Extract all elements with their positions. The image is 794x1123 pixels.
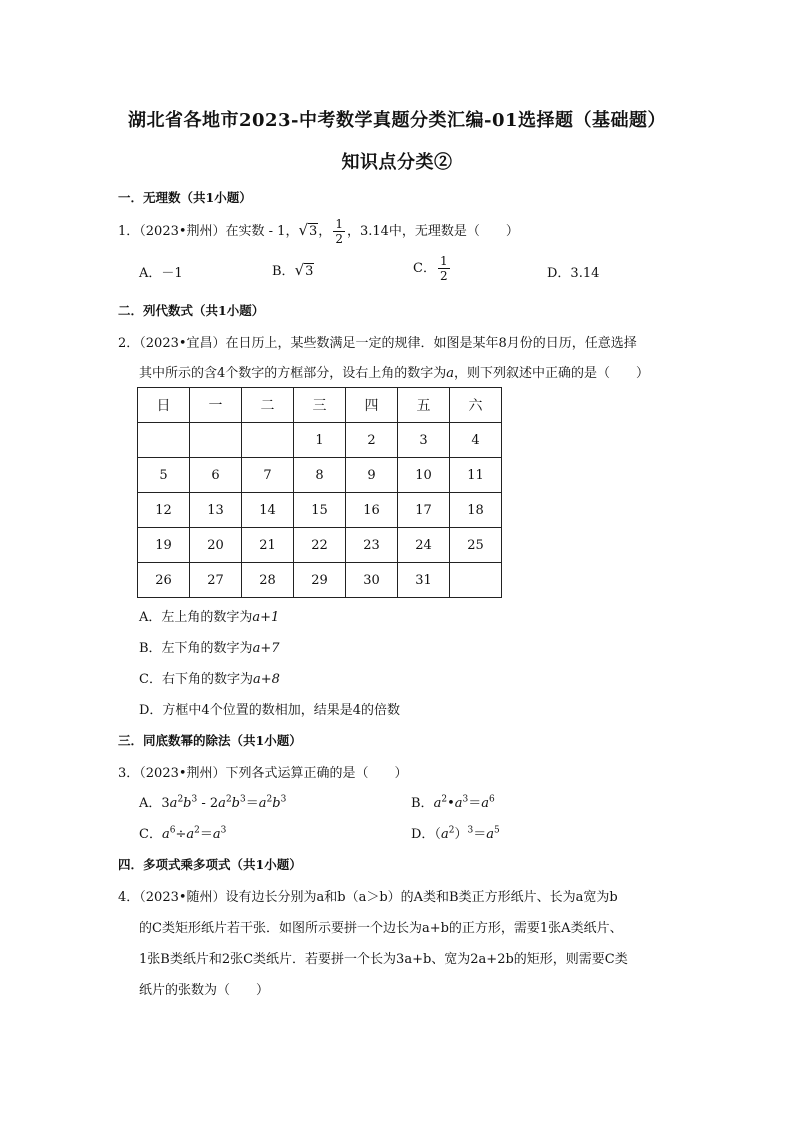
q1-prefix: 1．（2023•荆州）在实数 - 1， (118, 224, 299, 239)
calendar-cell: 7 (242, 458, 294, 493)
calendar-cell (190, 423, 242, 458)
section-heading-4: 四．多项式乘多项式（共1小题） (118, 857, 302, 872)
calendar-cell: 2 (346, 423, 398, 458)
calendar-cell: 8 (294, 458, 346, 493)
calendar-cell: 24 (398, 528, 450, 563)
calendar-cell: 31 (398, 563, 450, 598)
calendar-row (138, 528, 502, 563)
calendar-table (137, 387, 502, 598)
calendar-row (138, 423, 502, 458)
calendar-cell: 3 (398, 423, 450, 458)
calendar-cell: 6 (190, 458, 242, 493)
calendar-cell: 26 (138, 563, 190, 598)
calendar-row (138, 493, 502, 528)
calendar-header-cell: 五 (398, 388, 450, 423)
q3-option-b: B．$a^2•a^3=a^6$ (411, 794, 495, 811)
fraction-half: $\frac{1}{2}$ (335, 217, 343, 246)
q1-option-c: C． $\frac{1}{2}$ (413, 254, 448, 283)
question-4-line-4: 纸片的张数为（ ） (139, 983, 270, 998)
q1-option-b: B．√3 (272, 261, 314, 279)
calendar-cell: 15 (294, 493, 346, 528)
calendar-cell: 22 (294, 528, 346, 563)
calendar-cell: 23 (346, 528, 398, 563)
calendar-cell: 9 (346, 458, 398, 493)
question-3-stem: 3．（2023•荆州）下列各式运算正确的是（ ） (118, 766, 408, 781)
fraction-half: $\frac{1}{2}$ (439, 254, 448, 283)
calendar-cell: 30 (346, 563, 398, 598)
calendar-cell (450, 563, 502, 598)
calendar-cell: 21 (242, 528, 294, 563)
question-4-line-3: 1张B类纸片和2张C类纸片．若要拼一个长为3a+b、宽为2a+2b的矩形，则需要C类 (139, 952, 628, 967)
section-heading-1: 一．无理数（共1小题） (118, 190, 252, 205)
q2-option-a: A．左上角的数字为a+1 (139, 610, 280, 625)
calendar-cell: 13 (190, 493, 242, 528)
calendar-cell: 29 (294, 563, 346, 598)
calendar-header-row (138, 388, 502, 423)
q3-option-a: A．$3a^2b^3 - 2a^2b^3=a^2b^3$ (139, 794, 287, 811)
q3-option-c: C．$a^6\div a^2=a^3$ (139, 825, 227, 842)
question-1-stem: 1．（2023•荆州）在实数 - 1，√3， $\frac{1}{2}$ ，3.14中，无理数是（ ） (118, 217, 519, 246)
q1-suffix: ，3.14中，无理数是（ ） (346, 224, 519, 239)
calendar-cell: 12 (138, 493, 190, 528)
q2-option-d: D．方框中4个位置的数相加，结果是4的倍数 (139, 703, 400, 718)
calendar-cell: 19 (138, 528, 190, 563)
calendar-cell (242, 423, 294, 458)
calendar-cell: 28 (242, 563, 294, 598)
calendar-cell: 11 (450, 458, 502, 493)
q2-option-b: B．左下角的数字为a+7 (139, 641, 280, 656)
q2-option-c: C．右下角的数字为a+8 (139, 672, 280, 687)
question-4-line-2: 的C类矩形纸片若干张．如图所示要拼一个边长为a+b的正方形，需要1张A类纸片、 (139, 921, 623, 936)
sqrt-symbol: √3 (294, 261, 314, 279)
calendar-cell: 17 (398, 493, 450, 528)
q1-option-a: A．－1 (139, 266, 183, 281)
page-title: 湖北省各地市2023-中考数学真题分类汇编-01选择题（基础题） (127, 110, 667, 131)
calendar-cell: 16 (346, 493, 398, 528)
question-2-line-2: 其中所示的含4个数字的方框部分，设右上角的数字为a，则下列叙述中正确的是（ ） (139, 366, 650, 381)
calendar-cell: 4 (450, 423, 502, 458)
calendar-header-cell: 日 (138, 388, 190, 423)
calendar-header-cell: 三 (294, 388, 346, 423)
calendar-cell: 1 (294, 423, 346, 458)
calendar-row (138, 458, 502, 493)
calendar-cell (138, 423, 190, 458)
calendar-header-cell: 六 (450, 388, 502, 423)
calendar-cell: 14 (242, 493, 294, 528)
calendar-cell: 5 (138, 458, 190, 493)
calendar-cell: 10 (398, 458, 450, 493)
calendar-cell: 18 (450, 493, 502, 528)
section-heading-3: 三．同底数幂的除法（共1小题） (118, 733, 302, 748)
calendar-header-cell: 一 (190, 388, 242, 423)
section-heading-2: 二．列代数式（共1小题） (118, 303, 265, 318)
calendar-cell: 20 (190, 528, 242, 563)
sqrt-symbol: √3 (298, 221, 318, 239)
question-4-line-1: 4．（2023•随州）设有边长分别为a和b（a＞b）的A类和B类正方形纸片、长为a宽为b (118, 890, 618, 905)
calendar-cell: 27 (190, 563, 242, 598)
calendar-row (138, 563, 502, 598)
q1-option-d: D．3.14 (547, 266, 600, 281)
question-2-line-1: 2．（2023•宜昌）在日历上，某些数满足一定的规律．如图是某年8月份的日历，任意选择 (118, 336, 637, 351)
page-subtitle: 知识点分类② (341, 152, 453, 173)
calendar-cell: 25 (450, 528, 502, 563)
q3-option-d: D．$(a^2)^3=a^5$ (411, 825, 500, 842)
calendar-header-cell: 四 (346, 388, 398, 423)
calendar-header-cell: 二 (242, 388, 294, 423)
